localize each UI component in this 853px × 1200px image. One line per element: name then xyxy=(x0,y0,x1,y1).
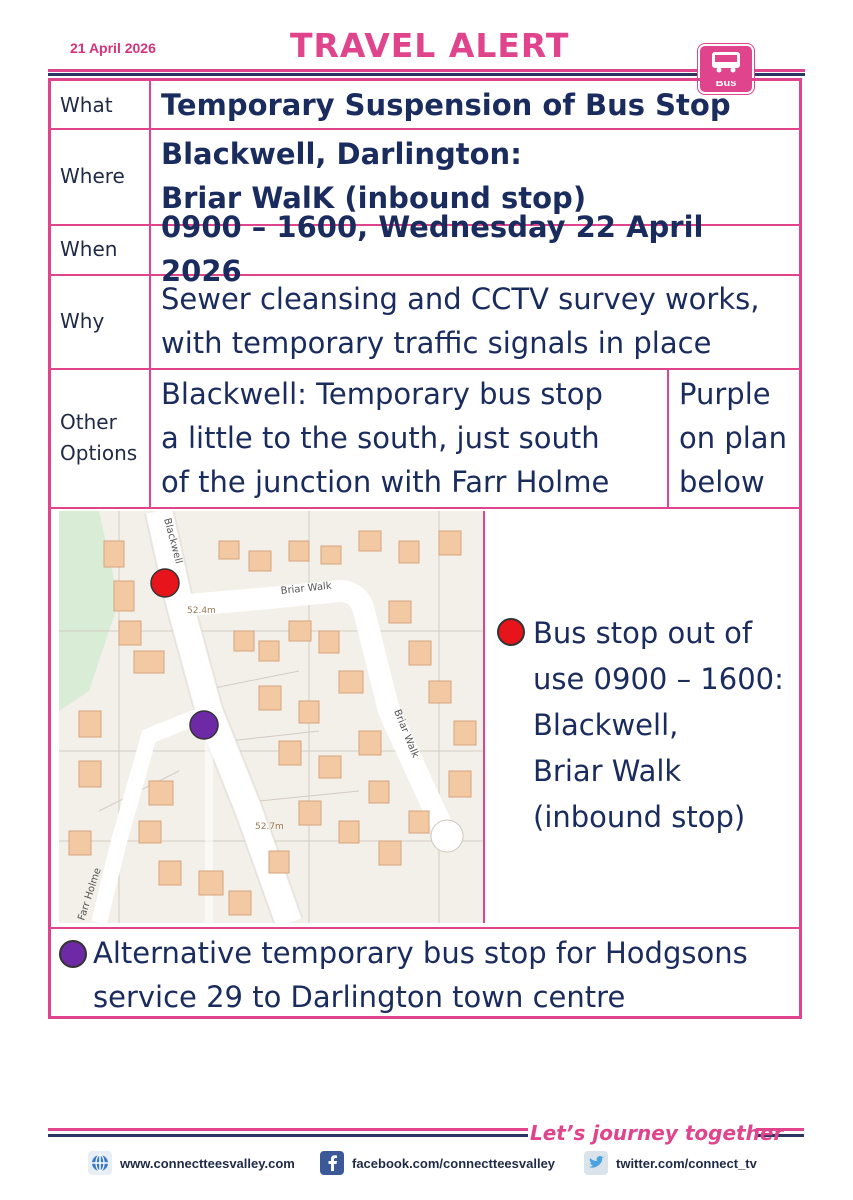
value-other-side3: below xyxy=(679,464,765,499)
red-stop-dot xyxy=(497,618,525,646)
purple-stop-dot xyxy=(59,940,87,968)
legend-purple-line2: service 29 to Darlington town centre xyxy=(93,980,626,1014)
legend-purple-line1: Alternative temporary bus stop for Hodgsons xyxy=(93,936,748,970)
alert-table xyxy=(48,78,802,1019)
row-other-options xyxy=(51,368,799,509)
globe-icon xyxy=(88,1151,112,1175)
twitter-link[interactable] xyxy=(584,1150,757,1176)
road-label-farr-holme: Farr Holme xyxy=(76,866,104,922)
value-why-line2: with temporary traffic signals in place xyxy=(161,326,712,360)
value-where-line2: Briar WalK (inbound stop) xyxy=(161,181,587,215)
map-row xyxy=(51,507,799,929)
value-other-line1: Blackwell: Temporary bus stop xyxy=(161,376,603,411)
road-label-blackwell: Blackwell xyxy=(161,516,184,566)
label-why: Why xyxy=(51,274,151,368)
value-other-side2: on plan xyxy=(679,420,787,455)
row-what xyxy=(51,81,799,130)
facebook-text: facebook.com/connectteesvalley xyxy=(352,1155,556,1171)
facebook-icon xyxy=(320,1151,344,1175)
value-what: Temporary Suspension of Bus Stop xyxy=(161,87,731,122)
red-stop-marker xyxy=(151,569,179,597)
legend-red-line5: (inbound stop) xyxy=(533,800,746,834)
label-other-1: Other xyxy=(60,409,117,434)
header-rule-pink xyxy=(48,69,805,72)
road-label-briar-walk-2: Briar Walk xyxy=(391,708,421,760)
twitter-text: twitter.com/connect_tv xyxy=(616,1155,757,1171)
street-map xyxy=(59,511,485,923)
purple-stop-marker xyxy=(190,711,218,739)
slogan: Let’s journey together xyxy=(530,1121,784,1145)
row-why xyxy=(51,274,799,370)
label-what: What xyxy=(51,81,151,128)
twitter-icon xyxy=(584,1151,608,1175)
value-other-line2: a little to the south, just south xyxy=(161,420,600,455)
street-map-svg xyxy=(59,511,483,923)
date: 21 April 2026 xyxy=(70,40,156,56)
value-when: 0900 – 1600, Wednesday 22 April 2026 xyxy=(161,210,704,288)
website-text: www.connectteesvalley.com xyxy=(120,1155,295,1171)
facebook-link[interactable] xyxy=(320,1150,555,1176)
legend-red-line3: Blackwell, xyxy=(533,708,679,742)
road-label-briar-walk-1: Briar Walk xyxy=(280,580,333,597)
website-link[interactable] xyxy=(88,1150,295,1176)
legend-red-line4: Briar Walk xyxy=(533,754,682,788)
legend-red-line1: Bus stop out of xyxy=(533,616,753,650)
bus-icon xyxy=(711,51,741,73)
page-title: TRAVEL ALERT xyxy=(290,26,570,65)
label-where: Where xyxy=(51,128,151,224)
value-other-side1: Purple xyxy=(679,376,771,411)
spot-height-1: 52.4m xyxy=(187,606,216,616)
legend-red-line2: use 0900 – 1600: xyxy=(533,662,784,696)
row-when xyxy=(51,210,799,288)
label-other-2: Options xyxy=(60,440,138,465)
legend-purple xyxy=(59,931,791,1015)
bus-badge-label: Bus xyxy=(715,77,737,89)
spot-height-2: 52.7m xyxy=(255,822,284,832)
value-why-line1: Sewer cleansing and CCTV survey works, xyxy=(161,282,760,316)
label-when: When xyxy=(51,224,151,274)
value-where-line1: Blackwell, Darlington: xyxy=(161,137,522,171)
value-other-line3: of the junction with Farr Holme xyxy=(161,464,610,499)
footer-rule-pink xyxy=(48,1128,528,1131)
footer-rule-navy xyxy=(48,1134,528,1137)
header-rule-navy xyxy=(48,73,805,76)
